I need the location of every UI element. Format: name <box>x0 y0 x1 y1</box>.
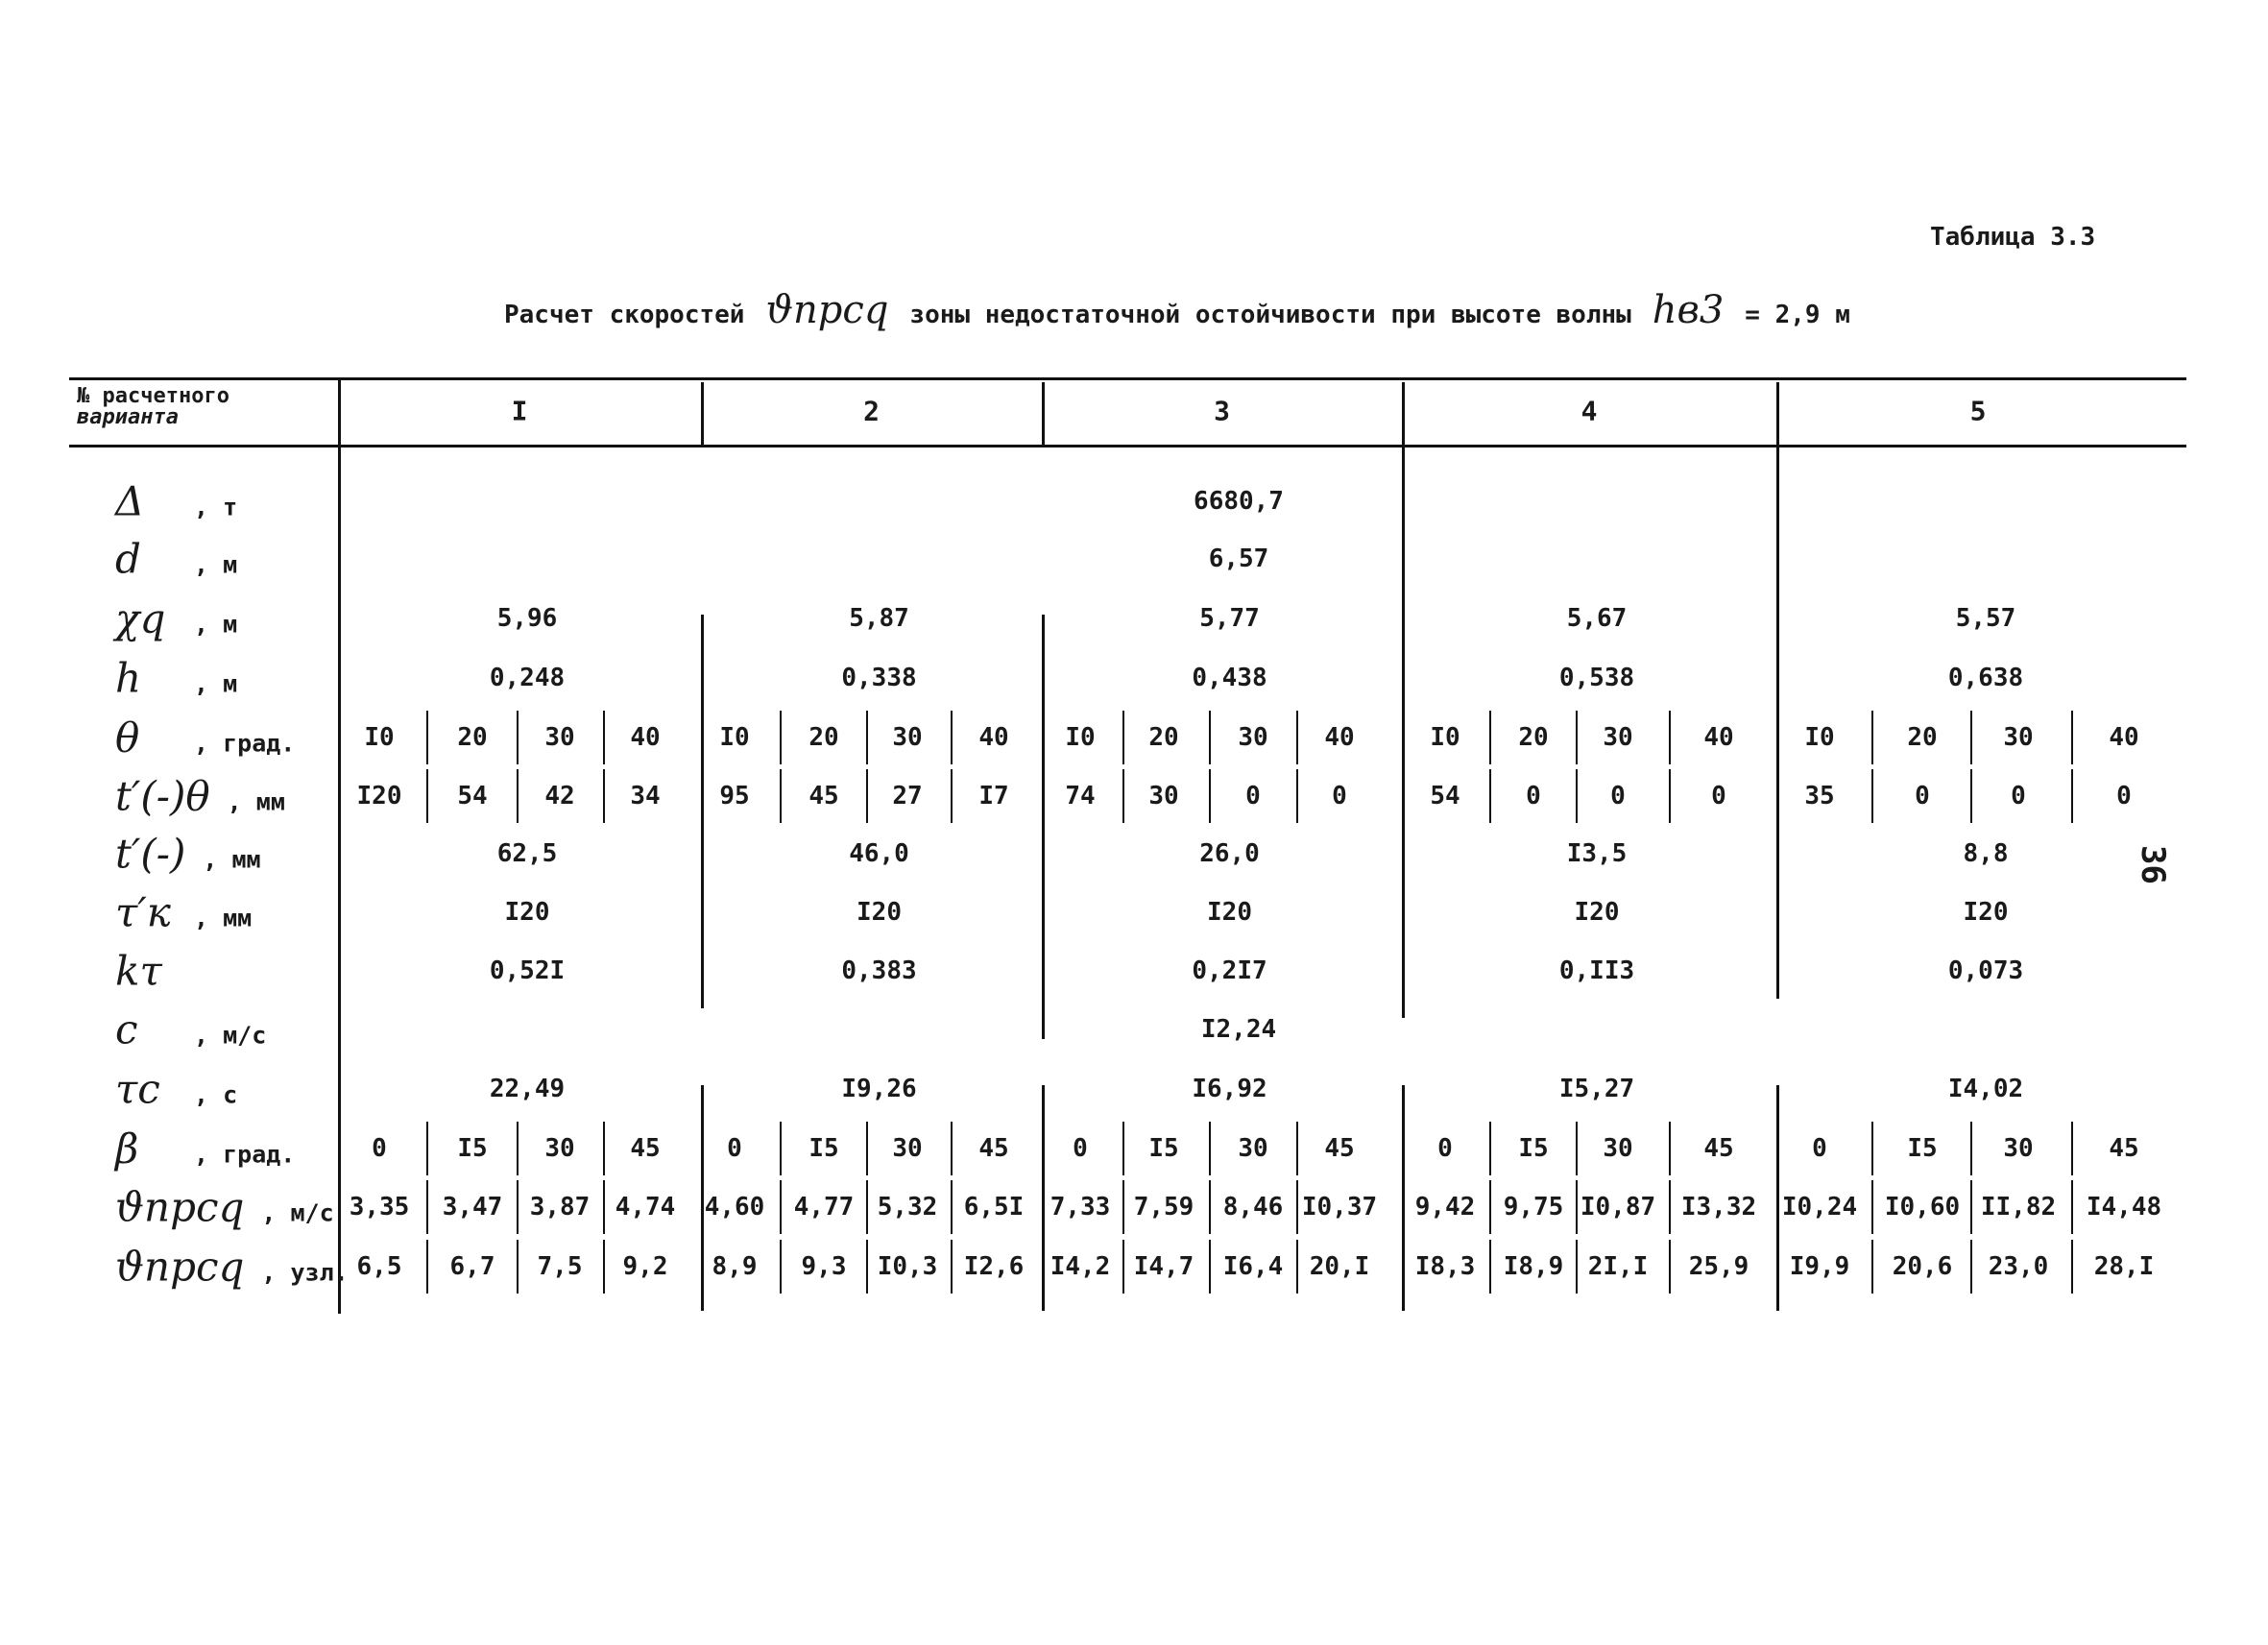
sub-value-cell: 0 <box>1526 782 1541 810</box>
sub-column-divider <box>780 1122 782 1175</box>
sub-value-cell: I0 <box>719 723 750 752</box>
sub-value-cell: I0 <box>1804 723 1835 752</box>
row-unit: , м <box>194 669 238 698</box>
sub-column-divider <box>603 1240 605 1294</box>
sub-column-divider <box>517 1180 519 1234</box>
variant-value-cell: 5,77 <box>1199 604 1260 633</box>
sub-value-cell: 34 <box>630 782 661 810</box>
sub-value-cell: I5 <box>1907 1134 1938 1163</box>
sub-column-divider <box>1970 1180 1972 1234</box>
variant-header-1: I <box>511 395 528 427</box>
sub-column-divider <box>1296 711 1298 764</box>
variant-value-cell: 0,438 <box>1192 664 1267 692</box>
sub-value-cell: I5 <box>808 1134 839 1163</box>
sub-value-cell: 4,60 <box>704 1193 765 1222</box>
row-symbol: τc <box>115 1065 160 1113</box>
sub-value-cell: 30 <box>892 723 923 752</box>
row-unit: , м/с <box>261 1198 334 1227</box>
row-unit: , мм <box>227 787 285 816</box>
sub-value-cell: 0 <box>2011 782 2026 810</box>
row-unit: , м <box>194 550 238 579</box>
sub-column-divider <box>1209 1240 1211 1294</box>
sub-column-divider <box>1871 711 1873 764</box>
sub-column-divider <box>1122 1180 1124 1234</box>
sub-value-cell: 20,6 <box>1892 1252 1953 1281</box>
row-symbol: τ′к <box>115 888 171 936</box>
sub-column-divider <box>866 1180 868 1234</box>
row-unit: , с <box>194 1080 238 1109</box>
variant-value-cell: 26,0 <box>1199 839 1260 868</box>
sub-value-cell: 40 <box>978 723 1009 752</box>
sub-column-divider <box>1576 1122 1578 1175</box>
sub-value-cell: 30 <box>2003 723 2034 752</box>
sub-column-divider <box>1489 1240 1491 1294</box>
sub-column-divider <box>1489 1180 1491 1234</box>
sub-value-cell: 3,47 <box>442 1193 503 1222</box>
sub-column-divider <box>866 1122 868 1175</box>
row-symbol: θ <box>115 714 140 762</box>
sub-value-cell: I8,9 <box>1503 1252 1564 1281</box>
row-label <box>115 948 194 995</box>
variant-header-5: 5 <box>1969 395 1987 427</box>
sub-column-divider <box>1871 769 1873 823</box>
sub-column-divider <box>1209 1180 1211 1234</box>
sub-value-cell: 45 <box>2109 1134 2139 1163</box>
variant-value-cell: 5,67 <box>1566 604 1628 633</box>
sub-column-divider <box>1296 769 1298 823</box>
sub-value-cell: I20 <box>356 782 402 810</box>
sub-value-cell: 28,I <box>2093 1252 2155 1281</box>
sub-value-cell: I4,48 <box>2086 1193 2162 1222</box>
sub-value-cell: 3,87 <box>529 1193 591 1222</box>
sub-value-cell: 0 <box>372 1134 387 1163</box>
sub-value-cell: 9,42 <box>1414 1193 1476 1222</box>
row-symbol: β <box>115 1125 139 1173</box>
sub-column-divider <box>1970 711 1972 764</box>
variant-value-cell: I6,92 <box>1192 1075 1267 1103</box>
sub-column-divider <box>780 1240 782 1294</box>
variant-value-cell: 0,248 <box>489 664 566 692</box>
sub-column-divider <box>517 711 519 764</box>
sub-value-cell: I8,3 <box>1414 1252 1476 1281</box>
row-label <box>115 595 237 642</box>
sub-column-divider <box>780 769 782 823</box>
variant-value-cell: 0,52I <box>489 956 566 985</box>
variant-value-cell: 0,638 <box>1947 664 2024 692</box>
sub-value-cell: 9,3 <box>801 1252 847 1281</box>
sub-column-divider <box>1669 711 1671 764</box>
sub-value-cell: 30 <box>892 1134 923 1163</box>
sub-value-cell: 0 <box>1437 1134 1453 1163</box>
variant-value-cell: 0,073 <box>1947 956 2024 985</box>
sub-value-cell: 8,46 <box>1222 1193 1284 1222</box>
sub-column-divider <box>1296 1180 1298 1234</box>
sub-value-cell: I3,32 <box>1680 1193 1757 1222</box>
sub-value-cell: 45 <box>1703 1134 1734 1163</box>
sub-column-divider <box>603 711 605 764</box>
sub-value-cell: 0 <box>1610 782 1626 810</box>
sub-column-divider <box>866 711 868 764</box>
sub-value-cell: 40 <box>1703 723 1734 752</box>
sub-column-divider <box>1122 711 1124 764</box>
sub-value-cell: I4,7 <box>1133 1252 1194 1281</box>
sub-column-divider <box>1576 769 1578 823</box>
row-unit: , м <box>194 610 238 639</box>
sub-value-cell: 35 <box>1804 782 1835 810</box>
sub-value-cell: I9,9 <box>1789 1252 1850 1281</box>
variant-value-cell: I20 <box>1207 898 1252 927</box>
row-label <box>115 714 295 762</box>
sub-value-cell: II,82 <box>1980 1193 2057 1222</box>
sub-column-divider <box>1122 769 1124 823</box>
variant-value-cell: I20 <box>1574 898 1620 927</box>
variant-divider <box>1402 448 1405 1018</box>
sub-value-cell: 9,2 <box>622 1252 668 1281</box>
row-symbol: χq <box>115 594 166 642</box>
variant-value-cell: I5,27 <box>1558 1075 1635 1103</box>
sub-value-cell: 40 <box>1324 723 1355 752</box>
row-unit: , мм <box>203 845 261 874</box>
row-label <box>115 1066 237 1113</box>
sub-value-cell: 0 <box>1332 782 1347 810</box>
sub-value-cell: 20 <box>808 723 839 752</box>
sub-column-divider <box>1576 1180 1578 1234</box>
sub-value-cell: 30 <box>1238 1134 1268 1163</box>
variant-value-cell: 0,338 <box>841 664 917 692</box>
sub-column-divider <box>1489 711 1491 764</box>
sub-value-cell: 54 <box>1430 782 1460 810</box>
variant-value-cell: I4,02 <box>1947 1075 2024 1103</box>
variant-value-cell: 5,87 <box>849 604 909 633</box>
variant-header-label <box>77 386 229 428</box>
row-label <box>115 478 237 525</box>
variant-value-cell: 46,0 <box>849 839 909 868</box>
variant-header-line2: варианта <box>77 405 179 429</box>
sub-column-divider <box>1669 1180 1671 1234</box>
row-symbol: t′(-)θ <box>115 772 210 820</box>
variant-value-cell: I3,5 <box>1566 839 1628 868</box>
sub-column-divider <box>1669 1240 1671 1294</box>
sub-value-cell: 20 <box>1907 723 1938 752</box>
sub-value-cell: 45 <box>978 1134 1009 1163</box>
sub-value-cell: 2I,I <box>1587 1252 1649 1281</box>
sub-value-cell: 30 <box>2003 1134 2034 1163</box>
sub-value-cell: 20 <box>1148 723 1179 752</box>
sub-value-cell: 4,74 <box>615 1193 676 1222</box>
sub-value-cell: 8,9 <box>712 1252 758 1281</box>
sub-column-divider <box>1871 1122 1873 1175</box>
sub-column-divider <box>426 711 428 764</box>
row-symbol: h <box>115 654 142 702</box>
variant-value-cell: 5,57 <box>1955 604 2016 633</box>
variant-value-cell: 0,538 <box>1558 664 1635 692</box>
variant-divider <box>701 1085 704 1311</box>
row-label <box>115 889 252 936</box>
sub-value-cell: 40 <box>630 723 661 752</box>
sub-column-divider <box>517 769 519 823</box>
sub-column-divider <box>2071 1122 2073 1175</box>
variant-value-cell: 0,383 <box>841 956 917 985</box>
sub-value-cell: 45 <box>630 1134 661 1163</box>
sub-value-cell: 6,7 <box>449 1252 495 1281</box>
sub-value-cell: 0 <box>1915 782 1930 810</box>
row-unit: , м/с <box>194 1021 267 1050</box>
sub-column-divider <box>603 1122 605 1175</box>
sub-value-cell: 25,9 <box>1688 1252 1749 1281</box>
sub-value-cell: I0,24 <box>1781 1193 1858 1222</box>
sub-column-divider <box>951 1240 953 1294</box>
variant-divider <box>1776 1085 1779 1311</box>
sub-value-cell: 0 <box>1711 782 1726 810</box>
sub-value-cell: I6,4 <box>1222 1252 1284 1281</box>
sub-column-divider <box>426 1240 428 1294</box>
row-unit: , мм <box>194 904 253 932</box>
sub-column-divider <box>1122 1240 1124 1294</box>
variant-header-divider <box>1402 382 1405 447</box>
row-symbol: ϑпрсq <box>115 1183 245 1231</box>
sub-column-divider <box>1489 1122 1491 1175</box>
sub-column-divider <box>1576 1240 1578 1294</box>
sub-column-divider <box>1296 1122 1298 1175</box>
row-unit: , т <box>194 493 238 521</box>
sub-value-cell: 3,35 <box>349 1193 410 1222</box>
sub-column-divider <box>1296 1240 1298 1294</box>
sub-value-cell: 54 <box>457 782 488 810</box>
variant-value-cell: 5,96 <box>496 604 558 633</box>
sub-value-cell: 40 <box>2109 723 2139 752</box>
sub-column-divider <box>426 769 428 823</box>
merged-value-cell: 6,57 <box>1208 544 1269 573</box>
sub-column-divider <box>1871 1180 1873 1234</box>
sub-value-cell: I5 <box>1518 1134 1549 1163</box>
sub-column-divider <box>1970 769 1972 823</box>
sub-value-cell: 6,5 <box>356 1252 402 1281</box>
sub-value-cell: 42 <box>544 782 575 810</box>
variant-value-cell: I20 <box>1963 898 2009 927</box>
sub-value-cell: 30 <box>1603 1134 1633 1163</box>
variant-value-cell: 0,II3 <box>1558 956 1635 985</box>
sub-value-cell: 30 <box>544 1134 575 1163</box>
row-symbol: c <box>115 1005 138 1053</box>
variant-header-divider <box>701 382 704 447</box>
variant-value-cell: I20 <box>504 898 550 927</box>
variant-value-cell: I9,26 <box>841 1075 917 1103</box>
row-label <box>115 1125 295 1173</box>
sub-value-cell: 9,75 <box>1503 1193 1564 1222</box>
sub-value-cell: 45 <box>808 782 839 810</box>
sub-value-cell: 20,I <box>1309 1252 1370 1281</box>
table-label: Таблица 3.3 <box>1930 223 2096 252</box>
sub-value-cell: 30 <box>1603 723 1633 752</box>
sub-value-cell: I2,6 <box>963 1252 1025 1281</box>
sub-value-cell: 0 <box>1073 1134 1088 1163</box>
sub-value-cell: I5 <box>1148 1134 1179 1163</box>
variant-header-divider <box>1042 382 1045 447</box>
merged-value-cell: 6680,7 <box>1194 487 1284 516</box>
sub-value-cell: I0 <box>1065 723 1096 752</box>
sub-column-divider <box>1209 711 1211 764</box>
sub-column-divider <box>1871 1240 1873 1294</box>
sub-value-cell: 7,59 <box>1133 1193 1194 1222</box>
sub-column-divider <box>426 1180 428 1234</box>
sub-value-cell: 45 <box>1324 1134 1355 1163</box>
title-height-symbol: hв3 <box>1652 288 1725 332</box>
row-label <box>115 773 285 820</box>
table-header-rule <box>69 445 2186 448</box>
sub-column-divider <box>780 1180 782 1234</box>
sub-column-divider <box>951 769 953 823</box>
title-speed-symbol: ϑпрсq <box>765 288 889 332</box>
row-unit: , град. <box>194 729 296 758</box>
sub-column-divider <box>1669 1122 1671 1175</box>
row-label <box>115 831 261 878</box>
sub-value-cell: 30 <box>1148 782 1179 810</box>
sub-column-divider <box>951 711 953 764</box>
variant-divider <box>1402 1085 1405 1311</box>
sub-column-divider <box>780 711 782 764</box>
title-prefix: Расчет скоростей <box>504 301 745 329</box>
sub-value-cell: 74 <box>1065 782 1096 810</box>
sub-column-divider <box>603 769 605 823</box>
sub-value-cell: 30 <box>544 723 575 752</box>
variant-value-cell: 62,5 <box>496 839 558 868</box>
variant-divider <box>701 615 704 1008</box>
variant-value-cell: 22,49 <box>489 1075 566 1103</box>
sub-column-divider <box>1669 769 1671 823</box>
sub-column-divider <box>2071 769 2073 823</box>
variant-header-4: 4 <box>1580 395 1598 427</box>
label-column-divider <box>338 380 341 1314</box>
sub-column-divider <box>1209 1122 1211 1175</box>
sub-column-divider <box>2071 1240 2073 1294</box>
sub-value-cell: 23,0 <box>1988 1252 2049 1281</box>
sub-column-divider <box>866 1240 868 1294</box>
sub-column-divider <box>951 1122 953 1175</box>
title-suffix: = 2,9 м <box>1745 301 1850 329</box>
variant-header-divider <box>1776 382 1779 447</box>
sub-value-cell: 5,32 <box>877 1193 938 1222</box>
row-label <box>115 1244 349 1291</box>
sub-value-cell: 4,77 <box>793 1193 855 1222</box>
sub-value-cell: 0 <box>1245 782 1261 810</box>
row-symbol: d <box>115 535 141 583</box>
variant-divider <box>1042 615 1045 1039</box>
variant-divider <box>1042 1085 1045 1311</box>
title-middle: зоны недостаточной остойчивости при высоте волны <box>909 301 1631 329</box>
sub-value-cell: 0 <box>727 1134 742 1163</box>
row-label <box>115 1006 266 1053</box>
sub-value-cell: 0 <box>1812 1134 1827 1163</box>
sub-column-divider <box>517 1240 519 1294</box>
sub-value-cell: 0 <box>2116 782 2132 810</box>
variant-value-cell: I20 <box>857 898 902 927</box>
row-symbol: kτ <box>115 947 162 995</box>
sub-column-divider <box>426 1122 428 1175</box>
table-top-rule <box>69 377 2186 380</box>
sub-column-divider <box>951 1180 953 1234</box>
sub-value-cell: 7,5 <box>537 1252 583 1281</box>
sub-value-cell: I5 <box>457 1134 488 1163</box>
row-symbol: Δ <box>115 477 145 525</box>
sub-value-cell: I0,87 <box>1580 1193 1656 1222</box>
sub-column-divider <box>1122 1122 1124 1175</box>
sub-value-cell: I4,2 <box>1050 1252 1111 1281</box>
page-number: 36 <box>2134 845 2172 884</box>
sub-column-divider <box>1209 769 1211 823</box>
sub-value-cell: 7,33 <box>1050 1193 1111 1222</box>
sub-column-divider <box>866 769 868 823</box>
sub-value-cell: 20 <box>457 723 488 752</box>
sub-column-divider <box>1576 711 1578 764</box>
row-label <box>115 536 237 583</box>
sub-value-cell: 6,5I <box>963 1193 1025 1222</box>
variant-divider <box>1776 448 1779 999</box>
row-unit: , град. <box>194 1140 296 1169</box>
variant-header-line1: № расчетного <box>77 384 229 408</box>
sub-value-cell: I0 <box>364 723 395 752</box>
sub-column-divider <box>2071 711 2073 764</box>
sub-value-cell: 27 <box>892 782 923 810</box>
sub-value-cell: 95 <box>719 782 750 810</box>
sub-value-cell: 30 <box>1238 723 1268 752</box>
sub-value-cell: 20 <box>1518 723 1549 752</box>
row-label <box>115 655 237 702</box>
sub-column-divider <box>1970 1122 1972 1175</box>
variant-header-3: 3 <box>1214 395 1230 427</box>
sub-column-divider <box>2071 1180 2073 1234</box>
variant-value-cell: 8,8 <box>1963 839 2009 868</box>
sub-column-divider <box>603 1180 605 1234</box>
sub-value-cell: I0,37 <box>1301 1193 1378 1222</box>
sub-column-divider <box>1489 769 1491 823</box>
sub-column-divider <box>517 1122 519 1175</box>
sub-value-cell: I0 <box>1430 723 1460 752</box>
merged-value-cell: I2,24 <box>1200 1015 1277 1044</box>
variant-value-cell: 0,2I7 <box>1192 956 1267 985</box>
row-symbol: t′(-) <box>115 830 186 878</box>
sub-column-divider <box>1970 1240 1972 1294</box>
sub-value-cell: I0,60 <box>1884 1193 1961 1222</box>
variant-header-2: 2 <box>863 395 880 427</box>
row-unit: , узл. <box>261 1258 349 1287</box>
row-symbol: ϑпрсq <box>115 1243 245 1291</box>
row-label <box>115 1184 334 1231</box>
sub-value-cell: I0,3 <box>877 1252 938 1281</box>
sub-value-cell: I7 <box>978 782 1009 810</box>
